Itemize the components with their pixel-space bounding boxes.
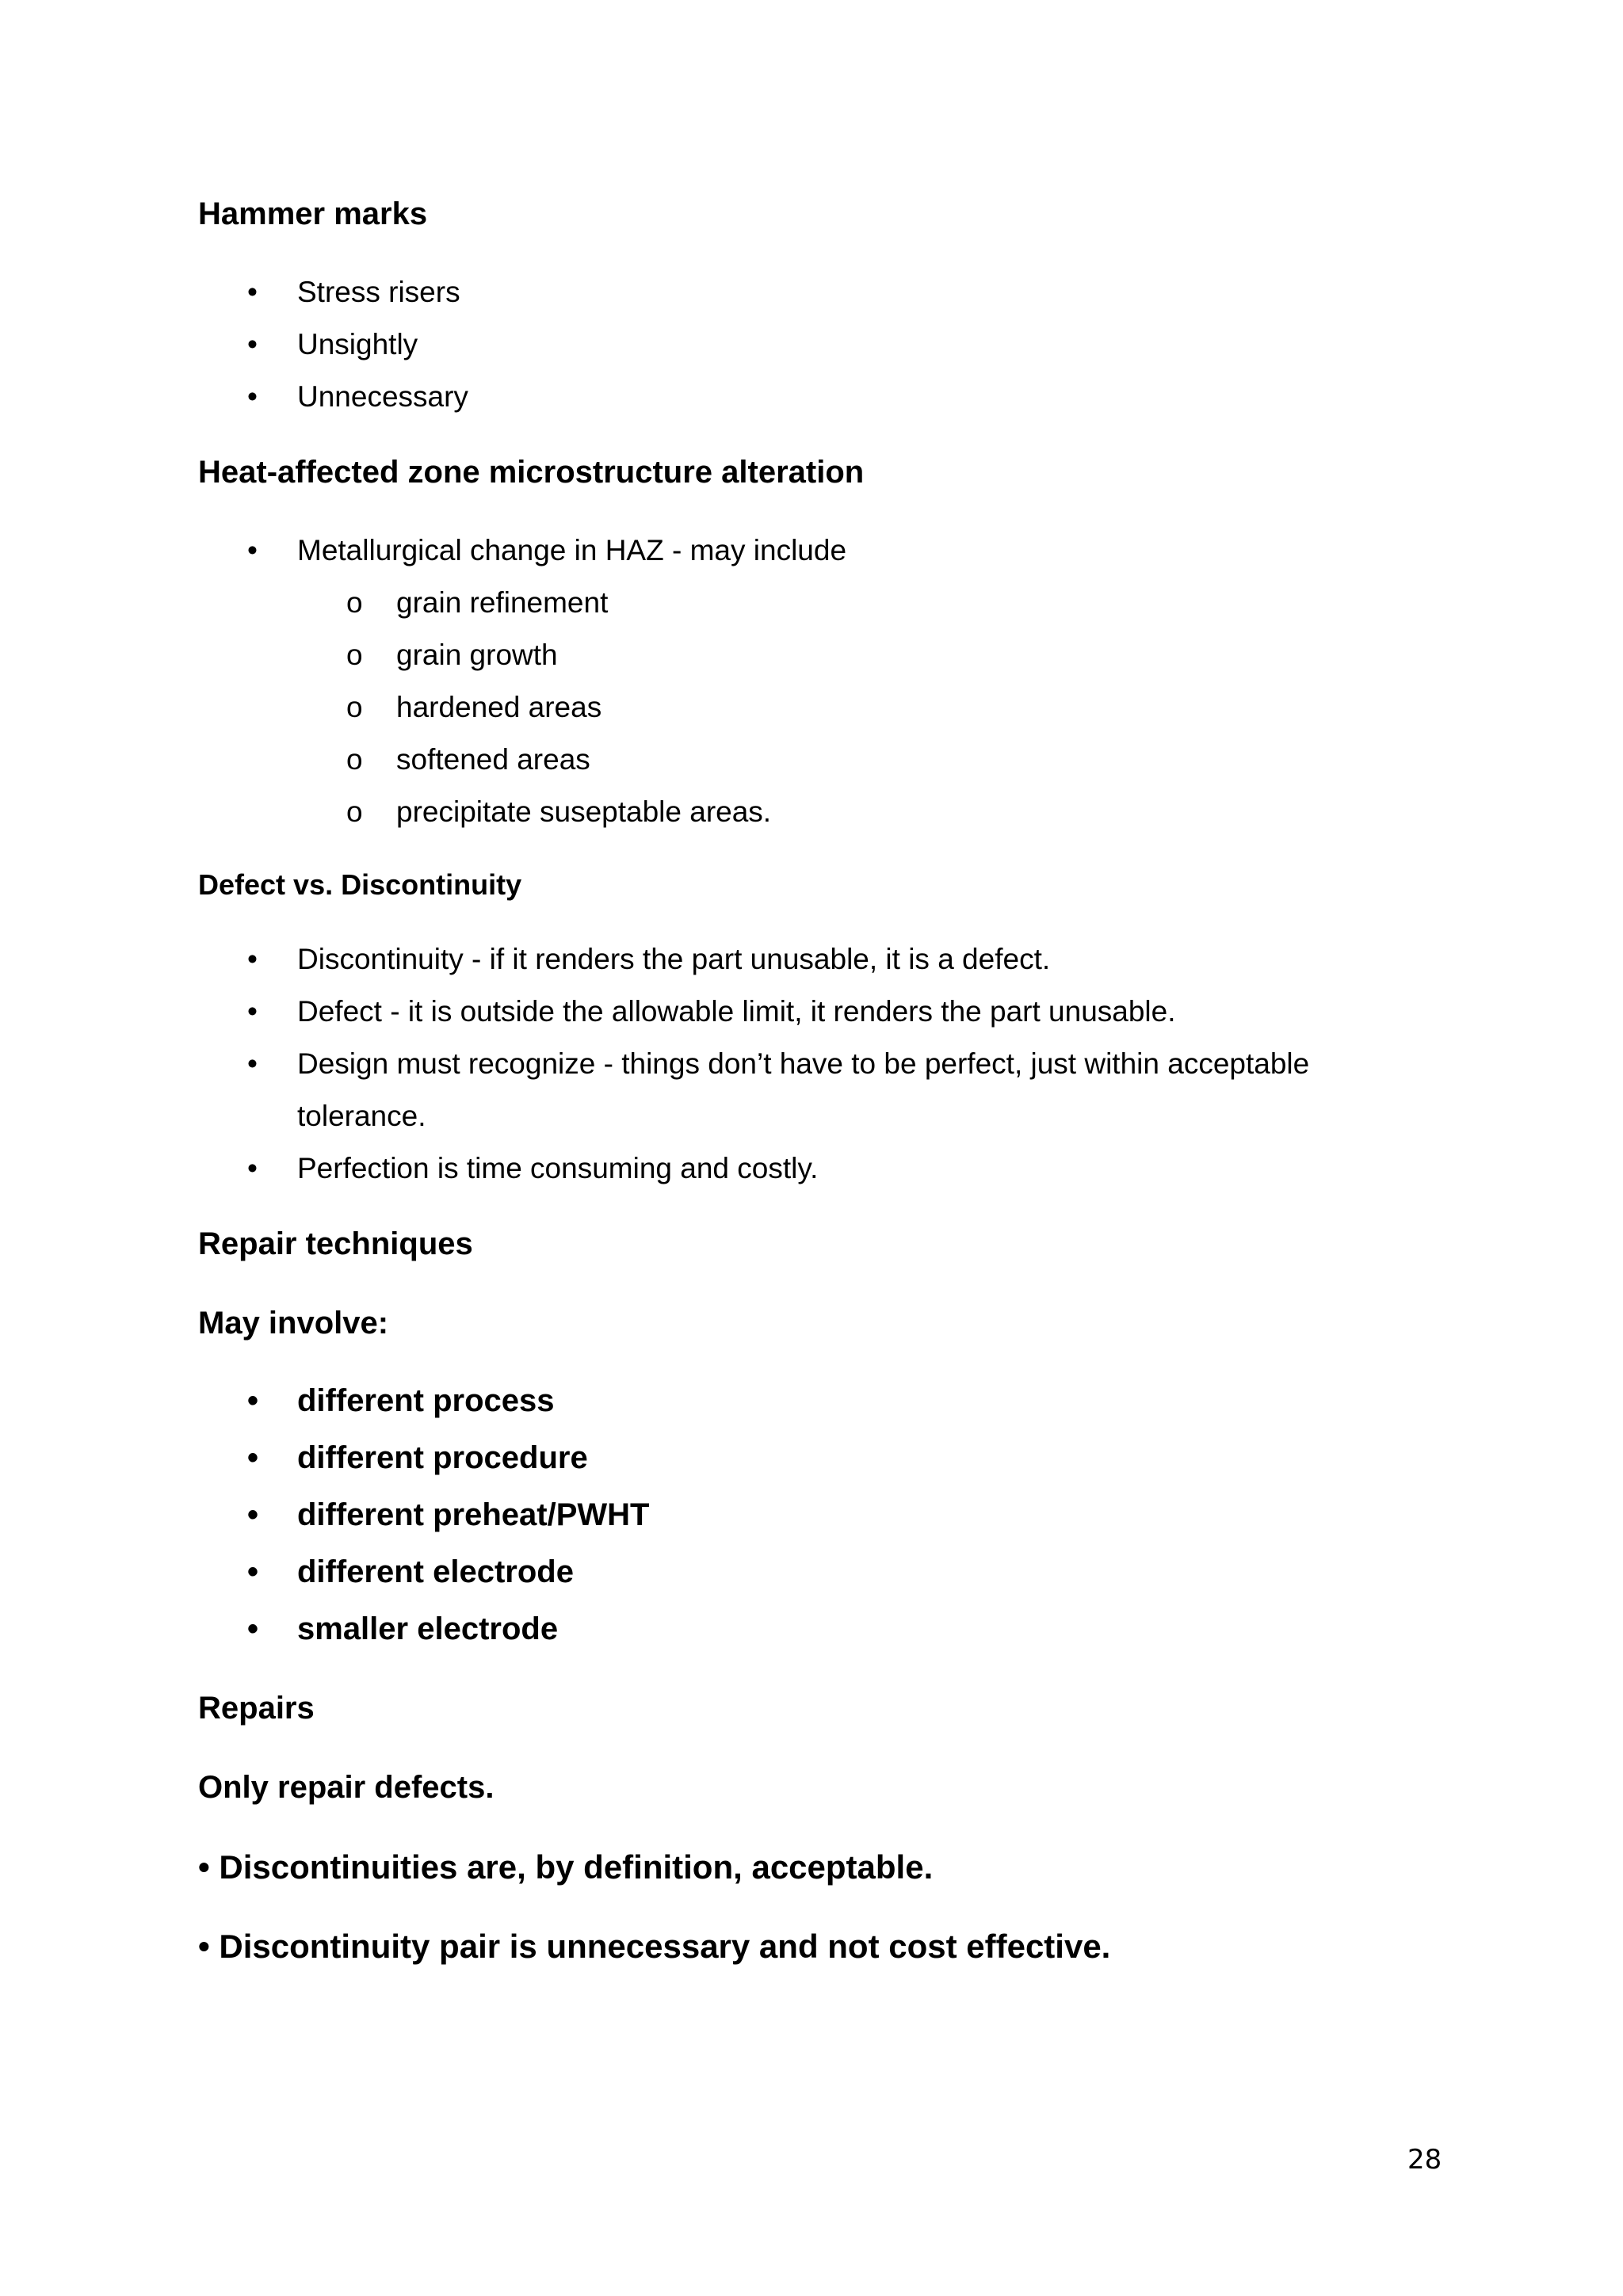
- sub-list-item-text: hardened areas: [396, 691, 602, 723]
- repairs-line-discontinuity-pair: • Discontinuity pair is unnecessary and not cost effective.: [198, 1928, 1111, 1965]
- list-item-text: Perfection is time consuming and costly.: [297, 1152, 819, 1184]
- bullet: •: [247, 1611, 259, 1646]
- bullet: •: [247, 1152, 258, 1184]
- list-item: [0, 1554, 1623, 1594]
- subheading-may-involve: May involve:: [198, 1306, 389, 1341]
- sub-list-item: [0, 691, 1623, 730]
- list-item-text: Metallurgical change in HAZ - may include: [297, 534, 847, 566]
- bullet: •: [247, 943, 258, 975]
- sub-bullet: o: [346, 639, 363, 671]
- sub-list-item-text: precipitate suseptable areas.: [396, 795, 772, 828]
- list-item-text: Defect - it is outside the allowable limit, it renders the part unusable.: [297, 995, 1176, 1028]
- list-item: [0, 1152, 1623, 1192]
- list-item-text: different procedure: [297, 1440, 588, 1475]
- list-item-text: Unnecessary: [297, 380, 468, 413]
- list-item-text: Unsightly: [297, 328, 418, 360]
- list-item: [0, 1383, 1623, 1423]
- sub-list-item: [0, 743, 1623, 783]
- list-item-text: different process: [297, 1383, 555, 1418]
- list-item-text: tolerance.: [297, 1100, 426, 1132]
- list-item-text: different preheat/PWHT: [297, 1497, 650, 1532]
- bullet: •: [247, 1497, 259, 1532]
- repairs-line-discontinuities-acceptable: • Discontinuities are, by definition, acceptable.: [198, 1848, 934, 1886]
- sub-list-item-text: grain growth: [396, 639, 558, 671]
- page-number: 28: [1407, 2144, 1442, 2176]
- bullet: •: [247, 1047, 258, 1080]
- list-item: [0, 276, 1623, 315]
- list-item-text: Stress risers: [297, 276, 460, 308]
- heading-repairs: Repairs: [198, 1691, 315, 1726]
- list-item-text: smaller electrode: [297, 1611, 559, 1646]
- sub-bullet: o: [346, 691, 363, 723]
- list-item: [0, 328, 1623, 368]
- sub-list-item-text: softened areas: [396, 743, 590, 776]
- sub-list-item: [0, 586, 1623, 626]
- sub-bullet: o: [346, 586, 363, 619]
- list-item: [0, 1440, 1623, 1480]
- sub-bullet: o: [346, 743, 363, 776]
- list-item: [0, 1047, 1623, 1087]
- bullet: •: [247, 1554, 259, 1589]
- bullet: •: [247, 1383, 259, 1418]
- heading-defect-vs-discontinuity: Defect vs. Discontinuity: [198, 868, 522, 901]
- bullet: •: [247, 1440, 259, 1475]
- list-item-text: Design must recognize - things don’t have to be perfect, just within acceptable: [297, 1047, 1310, 1080]
- list-item-text: Discontinuity - if it renders the part unusable, it is a defect.: [297, 943, 1051, 975]
- list-item: [0, 1611, 1623, 1651]
- bullet: •: [247, 380, 258, 413]
- list-item: [0, 534, 1623, 574]
- list-item-continuation: [0, 1100, 1623, 1139]
- bullet: •: [247, 328, 258, 360]
- heading-hammer-marks: Hammer marks: [198, 196, 428, 231]
- list-item-text: different electrode: [297, 1554, 574, 1589]
- sub-list-item: [0, 639, 1623, 678]
- sub-list-item-text: grain refinement: [396, 586, 609, 619]
- list-item: [0, 1497, 1623, 1537]
- bullet: •: [247, 276, 258, 308]
- sub-bullet: o: [346, 795, 363, 828]
- bullet: •: [247, 995, 258, 1028]
- list-item: [0, 995, 1623, 1035]
- heading-haz: Heat-affected zone microstructure alteration: [198, 455, 865, 490]
- repairs-line-only-defects: Only repair defects.: [198, 1770, 495, 1805]
- heading-repair-techniques: Repair techniques: [198, 1226, 473, 1261]
- list-item: [0, 380, 1623, 420]
- sub-list-item: [0, 795, 1623, 835]
- bullet: •: [247, 534, 258, 566]
- list-item: [0, 943, 1623, 982]
